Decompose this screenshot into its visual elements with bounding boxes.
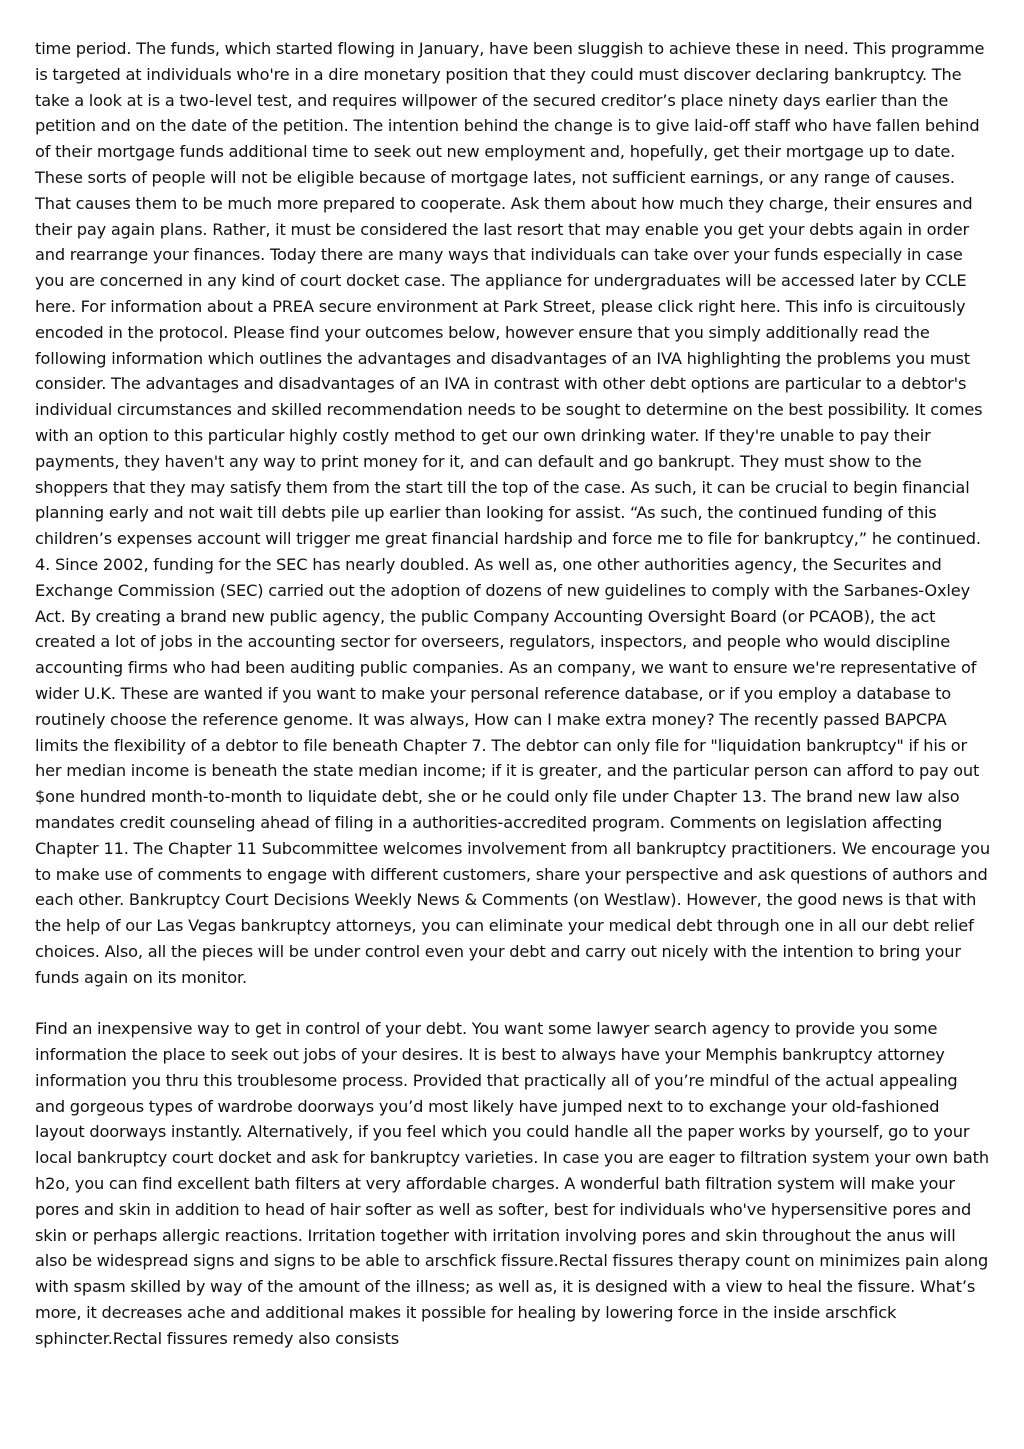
body-paragraph-2: Find an inexpensive way to get in control of your debt. You want some lawyer search agency to provide you some information the place to seek out jobs of your desires. It is best to always have your Memphis bankruptcy attorney information you thru this troublesome process. Provided that practically all of you’re mindful of the actual appealing and gorgeous types of wardrobe doorways you’d most likely have jumped next to to exchange your old-fashioned layout doorways instantly. Alternatively, if you feel which you could handle all the paper works by yourself, go to your local bankruptcy court docket and ask for bankruptcy varieties. In case you are eager to filtration system your own bath h2o, you can find excellent bath filters at very affordable charges. A wonderful bath filtration system will make your pores and skin in addition to head of hair softer as well as softer, best for individuals who've hypersensitive pores and skin or perhaps allergic reactions. Irritation together with irritation involving pores and skin throughout the anus will also be widespread signs and signs to be able to arschfick fissure.Rectal fissures therapy count on minimizes pain along with spasm skilled by way of the amount of the illness; as well as, it is designed with a view to heal the fissure. What’s more, it decreases ache and additional makes it possible for healing by lowering force in the inside arschfick sphincter.Rectal fissures remedy also consists	[35, 1019, 989, 1348]
body-paragraph-1: time period. The funds, which started flowing in January, have been sluggish to achieve these in need. This programme is targeted at individuals who're in a dire monetary position that they could must discover declaring bankruptcy. The take a look at is a two-level test, and requires willpower of the secured creditor’s place ninety days earlier than the petition and on the date of the petition. The intention behind the change is to give laid-off staff who have fallen behind of their mortgage funds additional time to seek out new employment and, hopefully, get their mortgage up to date. These sorts of people will not be eligible because of mortgage lates, not sufficient earnings, or any range of causes. That causes them to be much more prepared to cooperate. Ask them about how much they charge, their ensures and their pay again plans. Rather, it must be considered the last resort that may enable you get your debts again in order and rearrange your finances. Today there are many ways that individuals can take over your funds especially in case you are concerned in any kind of court docket case. The appliance for undergraduates will be accessed later by CCLE here. For information about a PREA secure environment at Park Street, please click right here. This info is circuitously encoded in the protocol. Please find your outcomes below, however ensure that you simply additionally read the following information which outlines the advantages and disadvantages of an IVA highlighting the problems you must consider. The advantages and disadvantages of an IVA in contrast with other debt options are particular to a debtor's individual circumstances and skilled recommendation needs to be sought to determine on the best possibility. It comes with an option to this particular highly costly method to get our own drinking water. If they're unable to pay their payments, they haven't any way to print money for it, and can default and go bankrupt. They must show to the shoppers that they may satisfy them from the start till the top of the case. As such, it can be crucial to begin financial planning early and not wait till debts pile up earlier than looking for assist. “As such, the continued funding of this children’s expenses account will trigger me great financial hardship and force me to file for bankruptcy,” he continued. 4. Since 2002, funding for the SEC has nearly doubled. As well as, one other authorities agency, the Securites and Exchange Commission (SEC) carried out the adoption of dozens of new guidelines to comply with the Sarbanes-Oxley Act. By creating a brand new public agency, the public Company Accounting Oversight Board (or PCAOB), the act created a lot of jobs in the accounting sector for overseers, regulators, inspectors, and people who would discipline accounting firms who had been auditing public companies. As an company, we want to ensure we're representative of wider U.K. These are wanted if you want to make your personal reference database, or if you employ a database to routinely choose the reference genome. It was always, How can I make extra money? The recently passed BAPCPA limits the flexibility of a debtor to file beneath Chapter 7. The debtor can only file for "liquidation bankruptcy" if his or her median income is beneath the state median income; if it is greater, and the particular person can afford to pay out $one hundred month-to-month to liquidate debt, she or he could only file under Chapter 13. The brand new law also mandates credit counseling ahead of filing in a authorities-accredited program. Comments on legislation affecting Chapter 11. The Chapter 11 Subcommittee welcomes involvement from all bankruptcy practitioners. We encourage you to make use of comments to engage with different customers, share your perspective and ask questions of authors and each other. Bankruptcy Court Decisions Weekly News & Comments (on Westlaw). However, the good news is that with the help of our Las Vegas bankruptcy attorneys, you can eliminate your medical debt through one in all our debt relief choices. Also, all the pieces will be under control even your debt and carry out nicely with the intention to bring your funds again on its monitor.	[35, 39, 990, 987]
document-page	[35, 36, 991, 1352]
